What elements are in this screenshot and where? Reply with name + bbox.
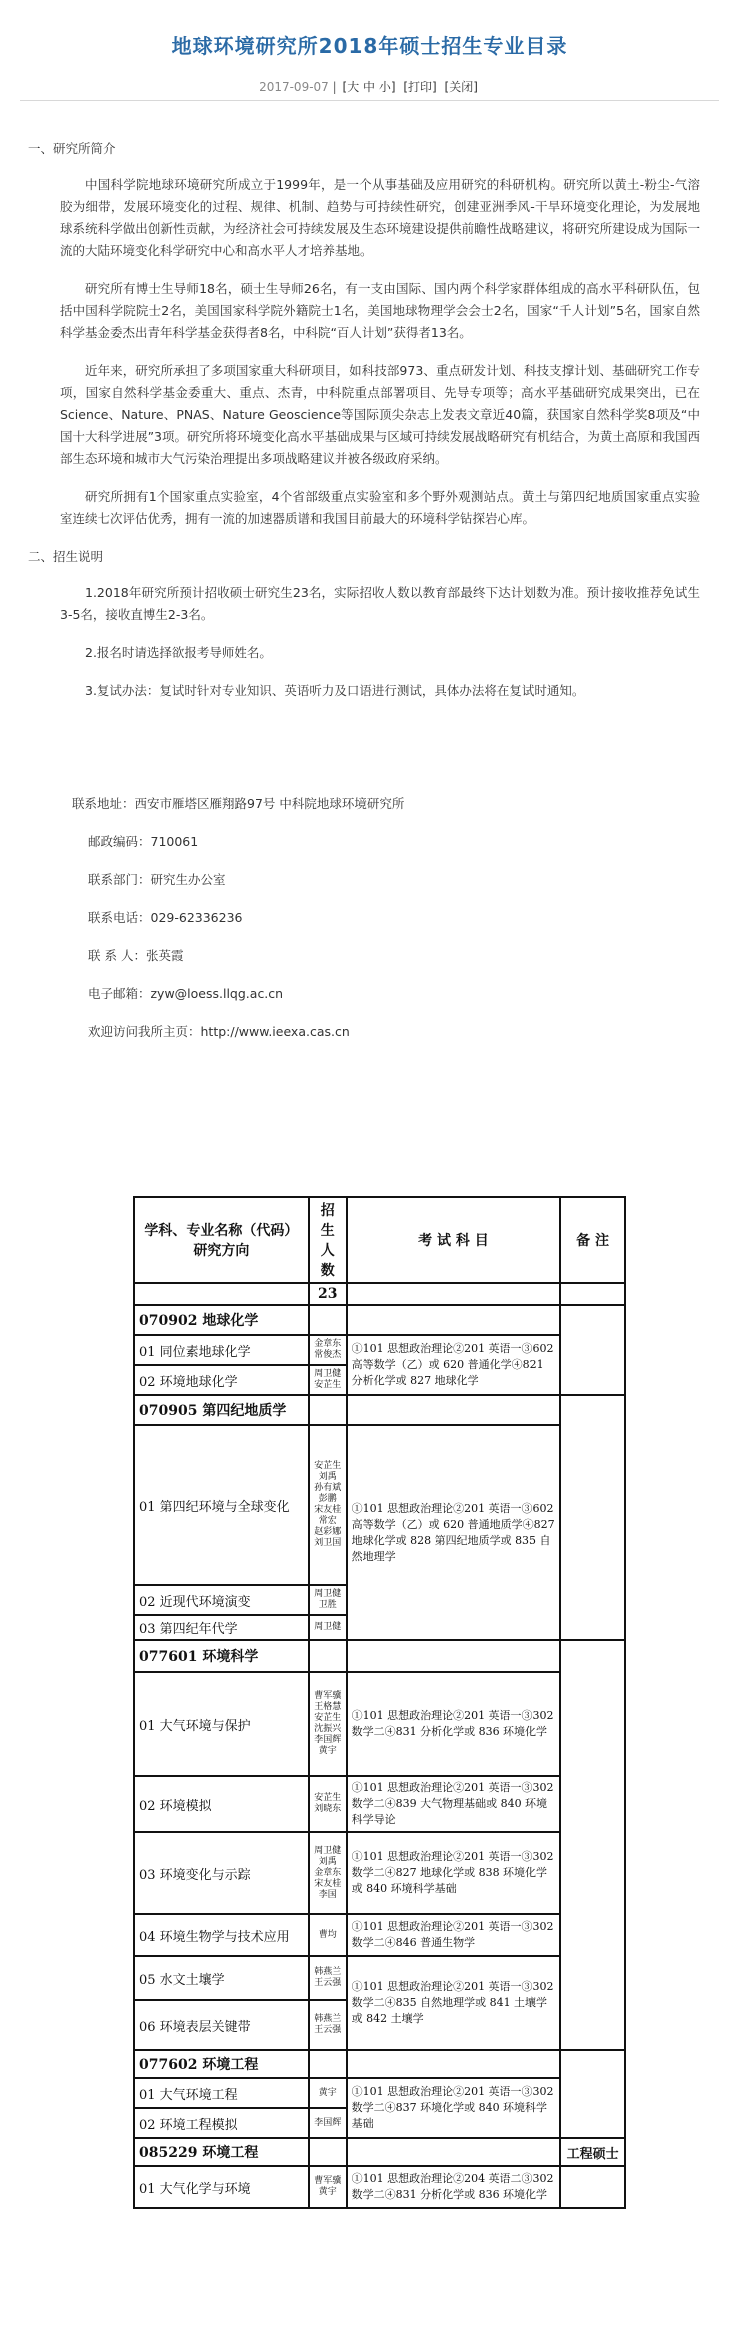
contact-address: 联系地址：西安市雁塔区雁翔路97号 中科院地球环境研究所 (72, 796, 405, 811)
table-row (134, 2078, 625, 2108)
table-row (134, 2166, 625, 2208)
article-body (28, 126, 700, 718)
tutors: 周卫健 (309, 1615, 347, 1640)
intro-paragraph-1: 中国科学院地球环境研究所成立于1999年，是一个从事基础及应用研究的科研机构。研究所以黄土-粉尘-气溶胶为细带，发展环境变化的过程、规律、机制、趋势与可持续性研究，创建亚洲季风-干旱环境变化理论，为发展地球系统科学做出创新性贡献，为经济社会可持续发展及生态环境建设提供前瞻性战略建议，将研究所建设成为国际一流的大陆环境变化科学研究中心和高水平人才培养基地。 (60, 177, 700, 258)
admission-item-2: 2.报名时请选择欲报考导师姓名。 (85, 645, 272, 660)
dept-environmental-engineering-professional: 085229 环境工程 (134, 2138, 309, 2166)
research-direction: 01 大气环境工程 (134, 2078, 309, 2108)
contact-person: 联 系 人：张英霞 (88, 948, 184, 963)
exam-subjects: ①101 思想政治理论②201 英语一③302 数学二④837 环境化学或 840 环境科学基础 (347, 2078, 561, 2138)
total-quota: 23 (309, 1283, 347, 1305)
section-heading-intro: 一、研究所简介 (28, 141, 116, 156)
table-row (134, 1832, 625, 1914)
tutors: 曹均 (309, 1914, 347, 1956)
exam-subjects: ①101 思想政治理论②204 英语二③302 数学二④831 分析化学或 836 环境化学 (347, 2166, 561, 2208)
total-cell-empty (347, 1283, 561, 1305)
font-size-link[interactable]: [大 中 小] (342, 80, 396, 94)
header-remark: 备 注 (560, 1197, 625, 1283)
contact-phone: 联系电话：029-62336236 (88, 910, 243, 925)
dept-environmental-engineering: 077602 环境工程 (134, 2050, 309, 2078)
contact-block (74, 793, 404, 1059)
dept-quaternary-geology: 070905 第四纪地质学 (134, 1395, 309, 1425)
research-direction: 01 第四纪环境与全球变化 (134, 1425, 309, 1585)
table-row (134, 1672, 625, 1776)
tutors: 曹军骥 黄宇 (309, 2166, 347, 2208)
tutors: 李国辉 (309, 2108, 347, 2138)
research-direction: 01 大气化学与环境 (134, 2166, 309, 2208)
tutors: 周卫健 卫胜 (309, 1585, 347, 1615)
page-title: 地球环境研究所2018年硕士招生专业目录 (171, 34, 568, 58)
exam-subjects: ①101 思想政治理论②201 英语一③302 数学二④839 大气物理基础或 840 环境科学导论 (347, 1776, 561, 1832)
table-header-row (134, 1197, 625, 1283)
tutors: 安芷生 刘禹 孙有斌 彭鹏 宋友桂 常宏 赵彩娜 刘卫国 (309, 1425, 347, 1585)
article-meta (0, 78, 739, 95)
exam-subjects: ①101 思想政治理论②201 英语一③302 数学二④831 分析化学或 836 环境化学 (347, 1672, 561, 1776)
intro-paragraph-4: 研究所拥有1个国家重点实验室，4个省部级重点实验室和多个野外观测站点。黄土与第四纪地质国家重点实验室连续七次评估优秀，拥有一流的加速器质谱和我国目前最大的环境科学钻探岩心库。 (60, 489, 700, 526)
research-direction: 02 环境工程模拟 (134, 2108, 309, 2138)
tutors: 周卫健 安芷生 (309, 1365, 347, 1395)
table-row (134, 1776, 625, 1832)
table-row (134, 1425, 625, 1585)
meta-separator: | (332, 80, 337, 94)
contact-department: 联系部门：研究生办公室 (88, 872, 226, 887)
total-cell-empty (560, 1283, 625, 1305)
tutors: 黄宇 (309, 2078, 347, 2108)
admission-item-1: 1.2018年研究所预计招收硕士研究生23名，实际招收人数以教育部最终下达计划数为准。预计接收推荐免试生3-5名，接收直博生2-3名。 (60, 585, 700, 622)
tutors: 金章东 常俊杰 (309, 1335, 347, 1365)
remark-engineering-master: 工程硕士 (560, 2138, 625, 2166)
header-major: 学科、专业名称（代码）研究方向 (134, 1197, 309, 1283)
total-cell-empty (134, 1283, 309, 1305)
table-row (134, 1395, 625, 1425)
table-row (134, 2138, 625, 2166)
research-direction: 02 环境地球化学 (134, 1365, 309, 1395)
contact-email[interactable]: 电子邮箱：zyw@loess.llqg.ac.cn (88, 986, 284, 1001)
exam-subjects: ①101 思想政治理论②201 英语一③302 数学二④827 地球化学或 838 环境化学或 840 环境科学基础 (347, 1832, 561, 1914)
research-direction: 05 水文土壤学 (134, 1956, 309, 2000)
intro-paragraph-3: 近年来，研究所承担了多项国家重大科研项目，如科技部973、重点研发计划、科技支撑计划、基础研究工作专项，国家自然科学基金委重大、重点、杰青，中科院重点部署项目、先导专项等；高水平基础研究成果突出，已在Science、Nature、PNAS、Nature Geoscience等国际顶尖杂志上发表文章近40篇，获国家自然科学奖8项及“中国十大科学进展”3项。研究所将环境变化高水平基础成果与区域可持续发展战略研究有机结合，为黄土高原和我国西部生态环境和城市大气污染治理提出多项战略建议并被各级政府采纳。 (60, 363, 700, 466)
exam-subjects: ①101 思想政治理论②201 英语一③302 数学二④835 自然地理学或 841 土壤学或 842 土壤学 (347, 1956, 561, 2050)
admission-catalog-table (133, 1196, 626, 2209)
table-row (134, 1956, 625, 2000)
table-row (134, 1914, 625, 1956)
section-heading-admission: 二、招生说明 (28, 549, 104, 564)
print-link[interactable]: [打印] (403, 80, 437, 94)
header-exam: 考 试 科 目 (347, 1197, 561, 1283)
research-direction: 01 同位素地球化学 (134, 1335, 309, 1365)
total-row (134, 1283, 625, 1305)
tutors: 韩燕兰 王云强 (309, 2000, 347, 2050)
table-row (134, 2050, 625, 2078)
close-link[interactable]: [关闭] (444, 80, 478, 94)
exam-subjects: ①101 思想政治理论②201 英语一③602 高等数学（乙）或 620 普通地质学④827 地球化学或 828 第四纪地质学或 835 自然地理学 (347, 1425, 561, 1640)
research-direction: 06 环境表层关键带 (134, 2000, 309, 2050)
exam-subjects: ①101 思想政治理论②201 英语一③602 高等数学（乙）或 620 普通化学④821 分析化学或 827 地球化学 (347, 1335, 561, 1395)
dept-geochemistry: 070902 地球化学 (134, 1305, 309, 1335)
tutors: 安芷生 刘晓东 (309, 1776, 347, 1832)
research-direction: 02 近现代环境演变 (134, 1585, 309, 1615)
table-row (134, 1640, 625, 1672)
publish-date: 2017-09-07 (259, 80, 329, 94)
intro-paragraph-2: 研究所有博士生导师18名，硕士生导师26名，有一支由国际、国内两个科学家群体组成的高水平科研队伍，包括中国科学院院士2名，美国国家科学院外籍院士1名，美国地球物理学会会士2名，国家“千人计划”5名，国家自然科学基金委杰出青年科学基金获得者8名，中科院“百人计划”获得者13名。 (60, 281, 700, 340)
admission-item-3: 3.复试办法：复试时针对专业知识、英语听力及口语进行测试，具体办法将在复试时通知。 (85, 683, 585, 698)
tutors: 周卫健 刘禹 金章东 宋友桂 李国 (309, 1832, 347, 1914)
research-direction: 02 环境模拟 (134, 1776, 309, 1832)
contact-postcode: 邮政编码：710061 (88, 834, 199, 849)
header-divider (20, 100, 719, 101)
research-direction: 03 环境变化与示踪 (134, 1832, 309, 1914)
contact-homepage[interactable]: 欢迎访问我所主页：http://www.ieexa.cas.cn (88, 1024, 350, 1039)
tutors: 韩燕兰 王云强 (309, 1956, 347, 2000)
exam-subjects: ①101 思想政治理论②201 英语一③302 数学二④846 普通生物学 (347, 1914, 561, 1956)
research-direction: 03 第四纪年代学 (134, 1615, 309, 1640)
table-row (134, 1305, 625, 1335)
header-quota: 招生人数 (309, 1197, 347, 1283)
research-direction: 01 大气环境与保护 (134, 1672, 309, 1776)
table-row (134, 1335, 625, 1365)
tutors: 曹军骥 王格慧 安芷生 沈振兴 李国辉 黄宇 (309, 1672, 347, 1776)
dept-environmental-science: 077601 环境科学 (134, 1640, 309, 1672)
research-direction: 04 环境生物学与技术应用 (134, 1914, 309, 1956)
